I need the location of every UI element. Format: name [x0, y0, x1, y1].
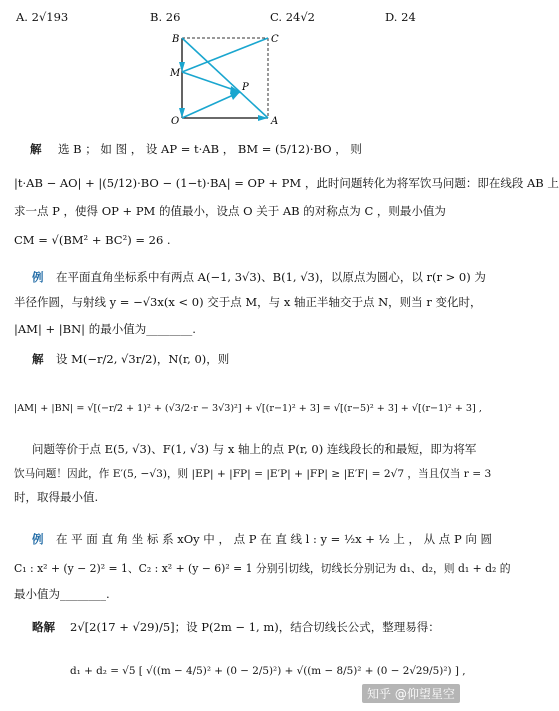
option-a: [16, 10, 68, 24]
option-b: [150, 10, 180, 24]
solution2-line3: 饮马问题！因此，作 E′(5, −√3)，则 |EP| + |FP| = |E′P| + |FP| ≥ |E′F| = 2√7 ，当且仅当 r = 3: [14, 468, 492, 480]
example3-line2: C₁ : x² + (y − 2)² = 1、C₂ : x² + (y − 6)² = 1 分别引切线，切线长分别记为 d₁、d₂，则 d₁ + d₂ 的: [14, 562, 511, 575]
label-p: P: [242, 82, 249, 93]
option-value: 24√2: [285, 10, 315, 24]
label-o: O: [171, 116, 180, 127]
solution2-line2: 问题等价于点 E(5, √3)、F(1, √3) 与 x 轴上的点 P(r, 0) 连线段长的和最短，即为将军: [32, 442, 477, 456]
solution2-formula: |AM| + |BN| = √[(−r/2 + 1)² + (√3/2·r − 3√3)²] + √[(r−1)² + 3] = √[(r−5)² + 3] + √[(r−1)² + 3] ,: [14, 403, 482, 414]
solution1-line4: CM = √(BM² + BC²) = 26 .: [14, 233, 171, 247]
solution1-line1: 选 B ； 如 图 ， 设 AP = t·AB ， BM = (5/12)·BO ， 则: [58, 142, 362, 156]
watermark-text: 知乎 @仰望星空: [367, 687, 455, 701]
example2-line1: 在平面直角坐标系中有两点 A(−1, 3√3)、B(1, √3)，以原点为圆心，以 r(r > 0) 为: [56, 270, 486, 284]
option-value: 26: [165, 10, 181, 24]
option-letter: B.: [150, 10, 163, 24]
geometry-figure: [168, 30, 288, 130]
label-m: M: [170, 68, 181, 79]
solution3-tag: 略解: [32, 620, 55, 634]
option-letter: C.: [270, 10, 283, 24]
arrow-op: [230, 92, 240, 100]
option-value: 2√193: [31, 10, 69, 24]
label-b: B: [172, 34, 180, 45]
arrowheads: [179, 62, 268, 121]
solution2-line1: 设 M(−r/2, √3r/2)，N(r, 0)，则: [56, 352, 230, 366]
segment-cm: [182, 38, 268, 72]
label-a: A: [271, 116, 279, 127]
label-c: C: [271, 34, 279, 45]
example2-line3: |AM| + |BN| 的最小值为________.: [14, 322, 196, 336]
example3-line1: 在 平 面 直 角 坐 标 系 xOy 中 ， 点 P 在 直 线 l : y = ½x + ½ 上 ， 从 点 P 向 圆: [56, 532, 492, 546]
option-value: 24: [401, 10, 416, 24]
solution1-tag: 解: [30, 142, 42, 156]
option-letter: D.: [385, 10, 398, 24]
solution3-line1: 2√[2(17 + √29)/5]；设 P(2m − 1, m)，结合切线长公式，整理易得：: [70, 620, 440, 634]
solution3-formula: d₁ + d₂ = √5 [ √((m − 4/5)² + (0 − 2/5)²) + √((m − 8/5)² + (0 − 2√29/5)²) ] ,: [70, 665, 466, 677]
example2-tag: 例: [32, 270, 44, 284]
example2-line2: 半径作圆，与射线 y = −√3x(x < 0) 交于点 M，与 x 轴正半轴交于点 N，则当 r 变化时，: [14, 295, 482, 309]
segment-ba: [182, 38, 268, 118]
solution2-line4: 时，取得最小值.: [14, 490, 99, 504]
option-letter: A.: [16, 10, 28, 24]
solution2-tag: 解: [32, 352, 44, 366]
example3-line3: 最小值为________.: [14, 587, 110, 601]
solution1-line3: 求一点 P ，使得 OP + PM 的值最小，设点 O 关于 AB 的对称点为 C ，则最小值为: [14, 204, 446, 218]
example3-tag: 例: [32, 532, 44, 546]
option-c: [270, 10, 315, 24]
vector-lines: [182, 38, 268, 118]
solution1-line2: |t·AB − AO| + |(5/12)·BO − (1−t)·BA| = OP + PM ，此时问题转化为将军饮马问题：即在线段 AB 上: [14, 176, 559, 190]
watermark: [362, 684, 460, 703]
option-d: [385, 10, 416, 24]
